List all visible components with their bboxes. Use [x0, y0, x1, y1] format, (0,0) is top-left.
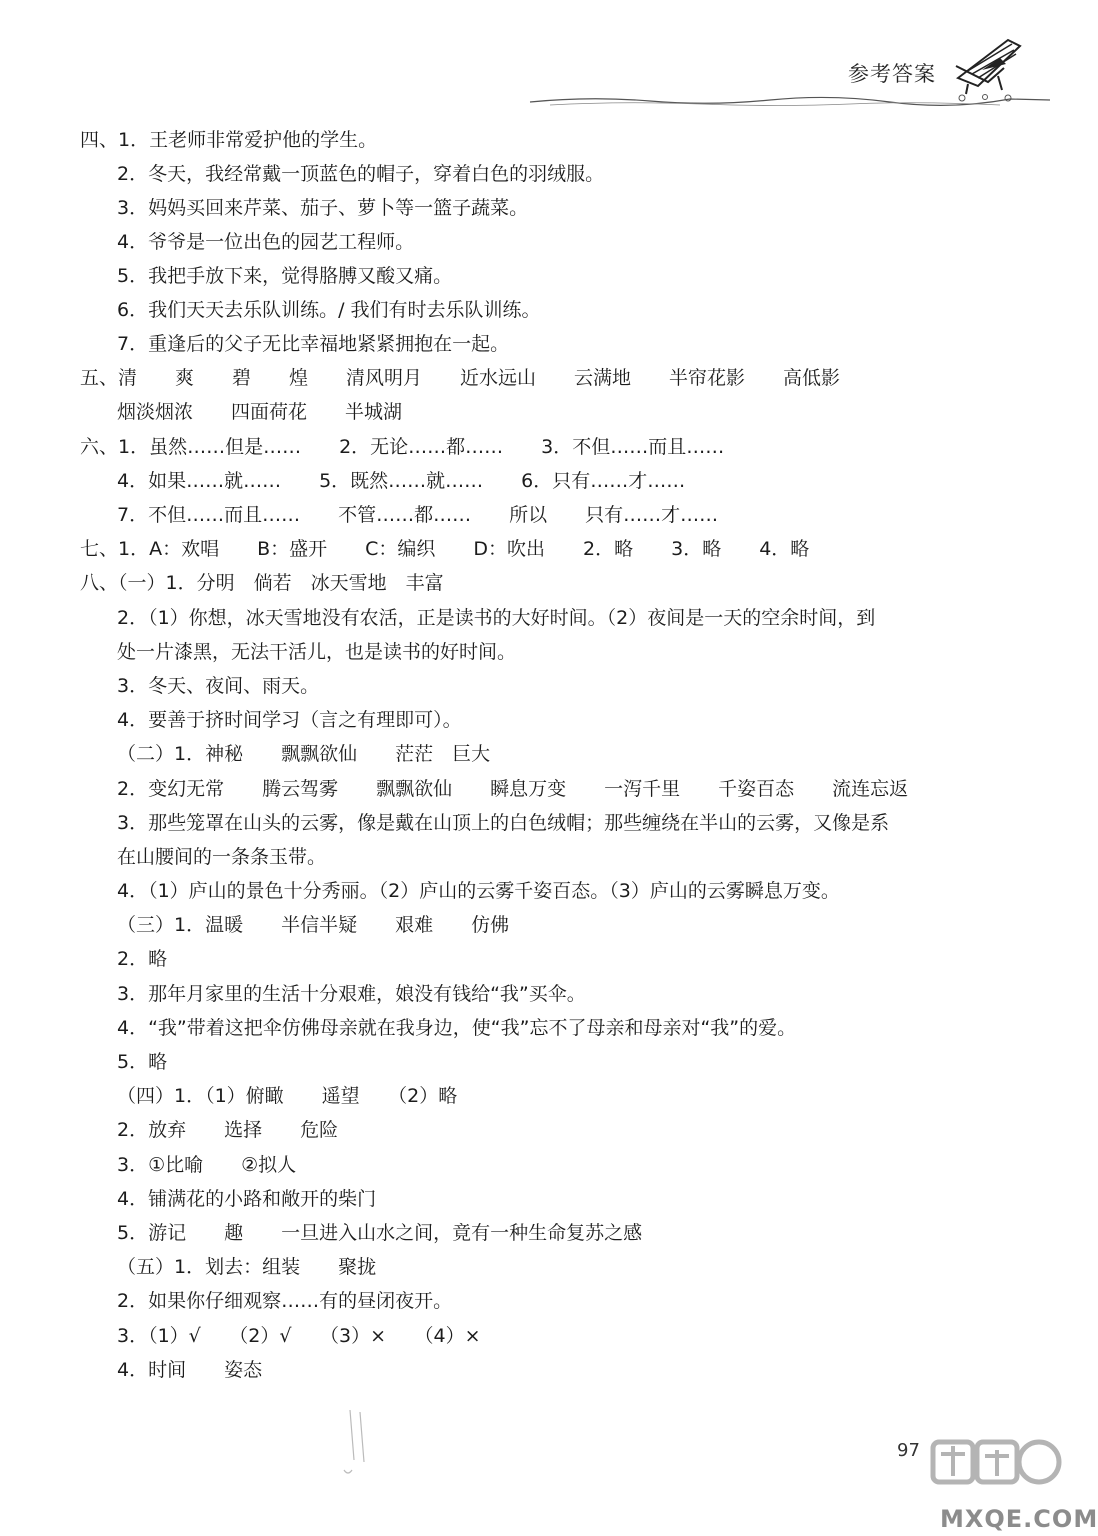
answer-line: 7．重逢后的父子无比幸福地紧紧拥抱在一起。 — [117, 333, 510, 355]
answer-line: 4．“我”带着这把伞仿佛母亲就在我身边，使“我”忘不了母亲和母亲对“我”的爱。 — [117, 1017, 797, 1039]
answer-line: （二）1．神秘 飘飘欲仙 茫茫 巨大 — [117, 743, 491, 765]
page-number: 97 — [897, 1440, 920, 1461]
answer-line: 3．冬天、夜间、雨天。 — [117, 675, 320, 697]
answer-line: 3．那些笼罩在山头的云雾，像是戴在山顶上的白色绒帽；那些缠绕在半山的云雾，又像是系 — [117, 812, 890, 834]
answer-line: （五）1．划去：组装 聚拢 — [117, 1256, 377, 1278]
header-title: 参考答案 — [848, 62, 936, 86]
pencil-scribble — [330, 1400, 390, 1480]
watermark-text: MXQE.COM — [940, 1505, 1098, 1533]
answer-line: 3．妈妈买回来芹菜、茄子、萝卜等一篮子蔬菜。 — [117, 197, 529, 219]
answer-line: 在山腰间的一条条玉带。 — [117, 846, 327, 868]
header-divider — [530, 92, 1050, 112]
answer-line: 3．①比喻 ②拟人 — [117, 1154, 297, 1176]
answer-line: 2．（1）你想，冰天雪地没有农活，正是读书的大好时间。（2）夜间是一天的空余时间，到 — [117, 607, 876, 629]
answer-line: 六、1．虽然……但是…… 2．无论……都…… 3．不但……而且…… — [80, 436, 725, 458]
answer-line: 处一片漆黑，无法干活儿，也是读书的好时间。 — [117, 641, 517, 663]
answer-line: 5．我把手放下来，觉得胳膊又酸又痛。 — [117, 265, 453, 287]
answer-line: 烟淡烟浓 四面荷花 半城湖 — [117, 401, 403, 423]
answer-line: 2．略 — [117, 948, 168, 970]
answer-line: 四、1．王老师非常爱护他的学生。 — [80, 129, 378, 151]
answer-line: 4．时间 姿态 — [117, 1359, 263, 1381]
answer-line: 八、（一）1．分明 倘若 冰天雪地 丰富 — [80, 572, 444, 594]
answer-line: 3．（1）√ （2）√ （3）× （4）× — [117, 1325, 481, 1347]
answer-line: 5．游记 趣 一旦进入山水之间，竟有一种生命复苏之感 — [117, 1222, 643, 1244]
answer-line: 2．如果你仔细观察……有的昼闭夜开。 — [117, 1290, 453, 1312]
beach-chair-icon — [948, 28, 1028, 98]
answer-line: 七、1．A：欢唱 B：盛开 C：编织 D：吹出 2．略 3．略 4．略 — [80, 538, 810, 560]
answer-line: 3．那年月家里的生活十分艰难，娘没有钱给“我”买伞。 — [117, 983, 586, 1005]
answer-line: 2．变幻无常 腾云驾雾 飘飘欲仙 瞬息万变 一泻千里 千姿百态 流连忘返 — [117, 778, 909, 800]
answer-line: 五、清 爽 碧 煌 清风明月 近水远山 云满地 半帘花影 高低影 — [80, 367, 841, 389]
answer-line: 4．（1）庐山的景色十分秀丽。（2）庐山的云雾千姿百态。（3）庐山的云雾瞬息万变。 — [117, 880, 840, 902]
answer-line: 4．爷爷是一位出色的园艺工程师。 — [117, 231, 415, 253]
answer-line: 7．不但……而且…… 不管……都…… 所以 只有……才…… — [117, 504, 719, 526]
answer-line: （四）1．（1）俯瞰 遥望 （2）略 — [117, 1085, 458, 1107]
answer-line: 5．略 — [117, 1051, 168, 1073]
answer-line: 2．冬天，我经常戴一顶蓝色的帽子，穿着白色的羽绒服。 — [117, 163, 605, 185]
answer-line: 2．放弃 选择 危险 — [117, 1119, 339, 1141]
answer-line: 4．要善于挤时间学习（言之有理即可）。 — [117, 709, 462, 731]
answer-line: 6．我们天天去乐队训练。/ 我们有时去乐队训练。 — [117, 299, 541, 321]
answer-line: （三）1．温暖 半信半疑 艰难 仿佛 — [117, 914, 510, 936]
answer-line: 4．铺满花的小路和敞开的柴门 — [117, 1188, 377, 1210]
answer-line: 4．如果……就…… 5．既然……就…… 6．只有……才…… — [117, 470, 686, 492]
